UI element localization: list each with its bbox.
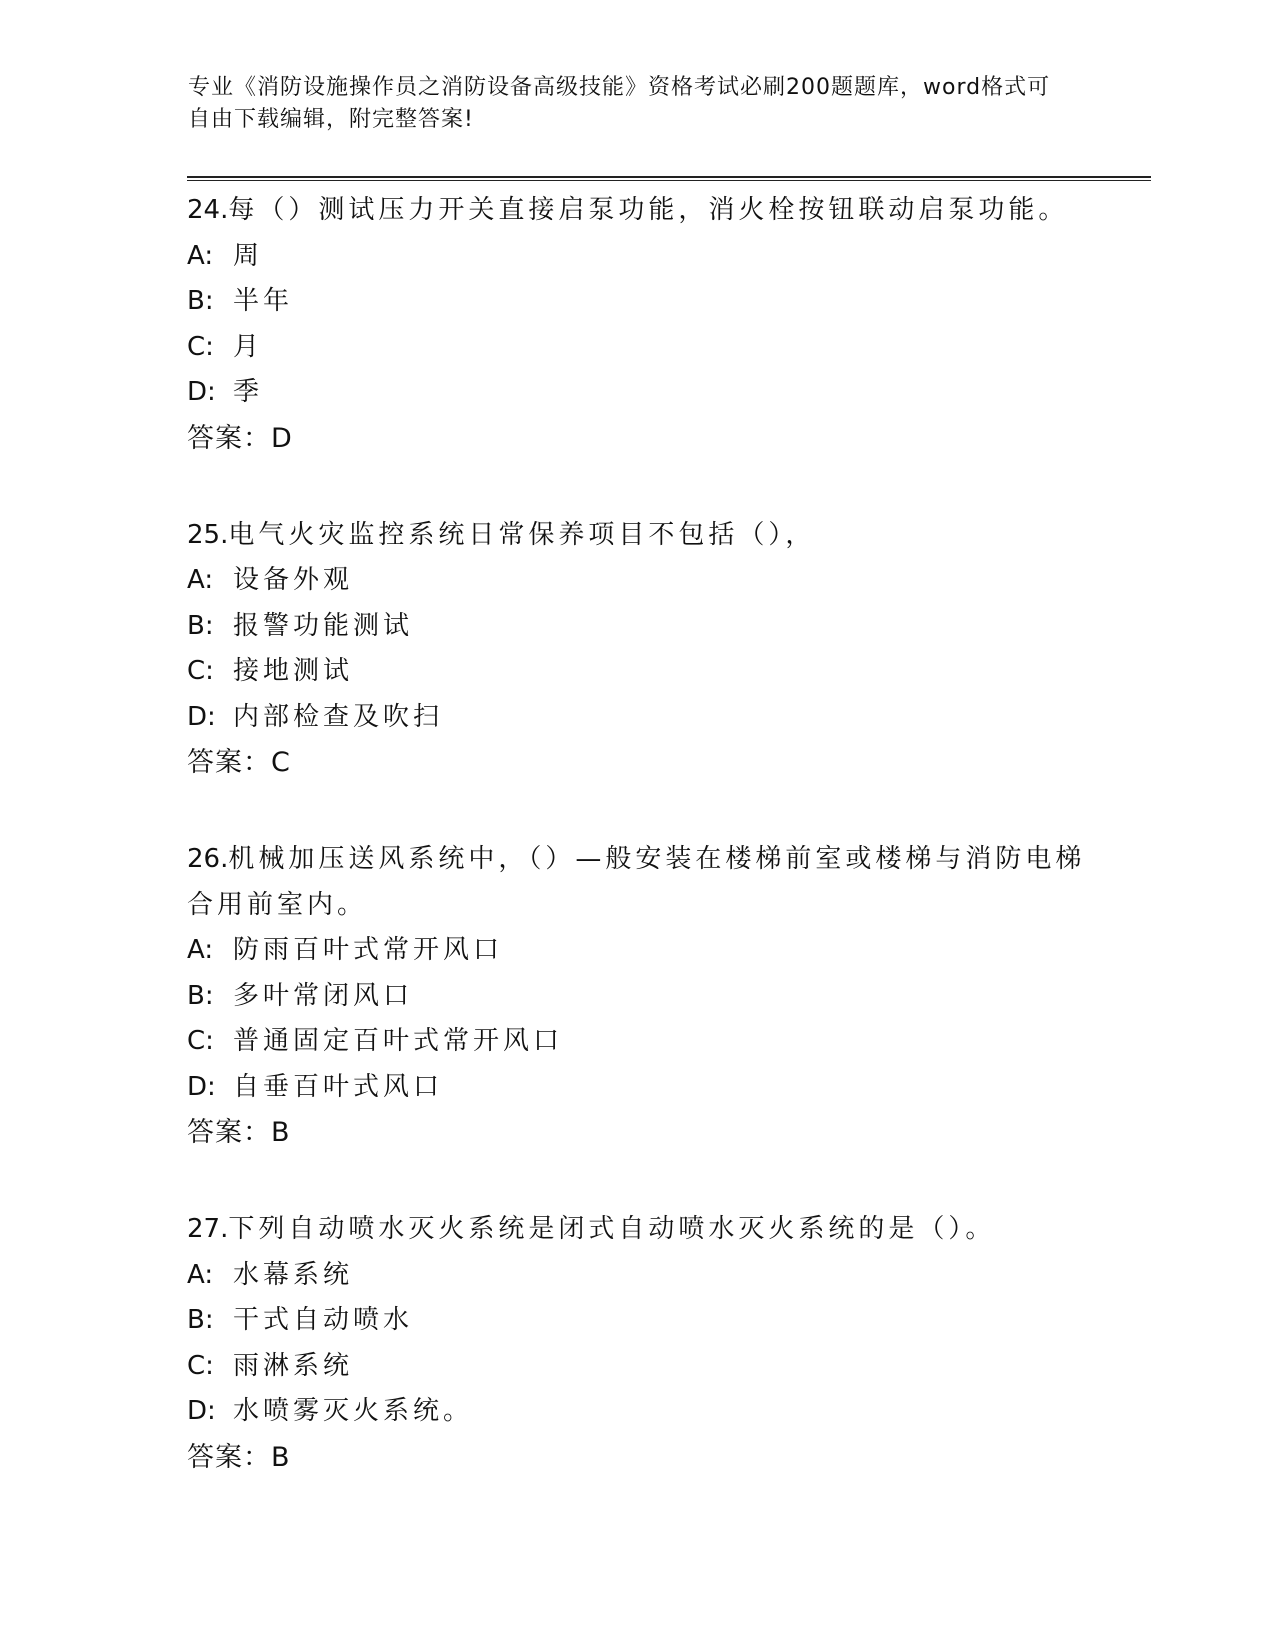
option-text: 报警功能测试	[233, 610, 414, 641]
option-text: 普通固定百叶式常开风口	[233, 1026, 564, 1056]
option-letter: B:	[187, 610, 214, 641]
question-list	[187, 188, 1087, 1532]
question-text: 每（）测试压力开关直接启泵功能，消火栓按钮联动启泵功能。	[228, 195, 1069, 225]
question-stem	[187, 513, 1087, 559]
option-text: 季	[233, 377, 264, 407]
header-divider	[187, 176, 1151, 181]
question-24	[187, 188, 1087, 462]
option-letter: D:	[187, 1071, 216, 1102]
option-d	[187, 370, 1087, 416]
option-text: 自垂百叶式风口	[233, 1071, 444, 1102]
option-letter: D:	[187, 1396, 216, 1426]
option-b	[187, 1298, 1087, 1344]
option-letter: B:	[187, 286, 214, 316]
option-d	[187, 1389, 1087, 1435]
option-text: 水幕系统	[233, 1259, 354, 1290]
option-letter: A:	[187, 240, 214, 271]
option-letter: D:	[187, 701, 216, 732]
option-a	[187, 928, 1087, 974]
option-text: 周	[233, 240, 264, 271]
option-text: 接地测试	[233, 656, 354, 686]
option-a	[187, 1253, 1087, 1299]
option-letter: C:	[187, 331, 214, 362]
option-letter: B:	[187, 1305, 214, 1335]
option-a	[187, 234, 1087, 280]
option-b	[187, 974, 1087, 1020]
option-c	[187, 1344, 1087, 1390]
question-stem	[187, 1207, 1087, 1253]
answer: 答案：D	[187, 422, 293, 454]
question-text: 电气火灾监控系统日常保养项目不包括（），	[228, 519, 816, 550]
option-letter: A:	[187, 565, 214, 595]
question-stem	[187, 188, 1087, 234]
question-number: 24.	[187, 195, 229, 225]
option-b	[187, 604, 1087, 650]
option-text: 半年	[233, 286, 294, 316]
option-text: 水喷雾灭火系统。	[233, 1396, 474, 1426]
option-letter: A:	[187, 1259, 214, 1290]
option-letter: A:	[187, 935, 214, 965]
question-27	[187, 1207, 1087, 1481]
option-letter: C:	[187, 1350, 214, 1381]
answer: 答案：C	[187, 747, 291, 778]
option-c	[187, 649, 1087, 695]
option-b	[187, 279, 1087, 325]
option-letter: B:	[187, 980, 214, 1011]
option-letter: D:	[187, 377, 216, 407]
option-text: 干式自动喷水	[233, 1305, 414, 1335]
question-text: 下列自动喷水灭火系统是闭式自动喷水灭火系统的是（）。	[228, 1214, 996, 1244]
option-text: 雨淋系统	[233, 1350, 354, 1381]
answer: 答案：B	[187, 1441, 291, 1473]
option-a	[187, 558, 1087, 604]
option-text: 内部检查及吹扫	[233, 701, 444, 732]
question-number: 25.	[187, 519, 229, 550]
document-header: 专业《消防设施操作员之消防设备高级技能》资格考试必刷200题题库，word格式可自由下载编辑，附完整答案!	[188, 75, 1051, 132]
option-letter: C:	[187, 1026, 214, 1056]
question-number: 27.	[187, 1214, 229, 1244]
answer: 答案：B	[187, 1117, 291, 1148]
option-d	[187, 1065, 1087, 1111]
option-c	[187, 1019, 1087, 1065]
question-number: 26.	[187, 844, 229, 874]
option-text: 防雨百叶式常开风口	[233, 935, 504, 965]
option-text: 设备外观	[233, 565, 354, 595]
option-d	[187, 695, 1087, 741]
option-text: 月	[233, 331, 264, 362]
option-text: 多叶常闭风口	[233, 980, 414, 1011]
question-26	[187, 837, 1087, 1156]
option-letter: C:	[187, 656, 214, 686]
option-c	[187, 325, 1087, 371]
question-text: 机械加压送风系统中，（）—般安装在楼梯前室或楼梯与消防电梯合用前室内。	[187, 844, 1086, 920]
question-25	[187, 513, 1087, 787]
question-stem	[187, 837, 1087, 928]
